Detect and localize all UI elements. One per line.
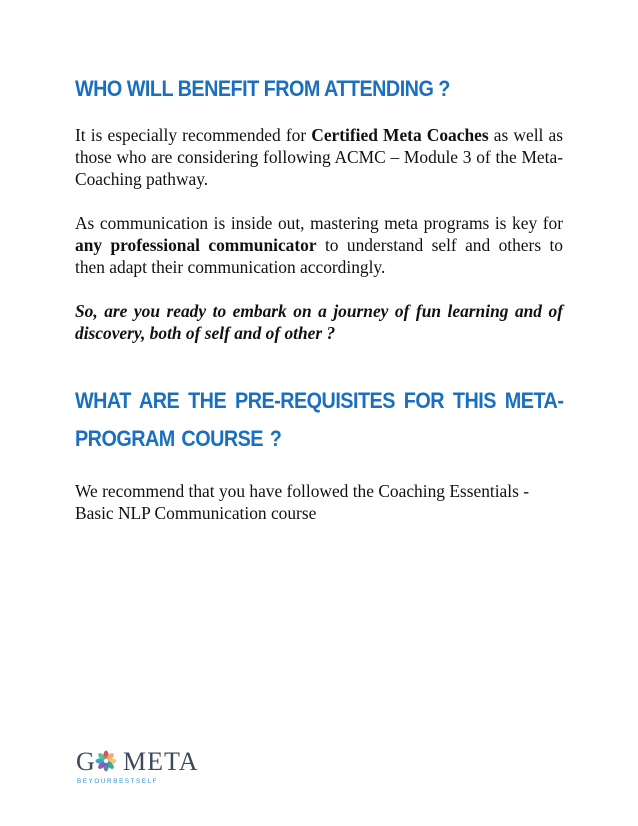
bold-text-run: any professional communicator <box>75 235 317 255</box>
logo-tagline: B E Y O U R B E S T S E L F <box>77 778 157 785</box>
text-run: as well as those who are considering following ACMC – Module 3 of the Meta-Coaching pathway. <box>75 125 563 189</box>
paragraph-communication <box>75 212 563 278</box>
flower-center <box>104 759 108 763</box>
flower-icon <box>96 751 117 772</box>
text-run: As communication is inside out, mastering meta programs is key for <box>75 213 563 233</box>
logo-word-meta: META <box>123 747 199 776</box>
paragraph-recommended-for <box>75 124 563 190</box>
gometa-logo <box>76 746 216 786</box>
text-run: It is especially recommended for <box>75 125 312 145</box>
text-run: to understand self and others to then adapt their communication accordingly. <box>75 235 563 277</box>
paragraph-prerequisites: We recommend that you have followed the Coaching Essentials - Basic NLP Communication course <box>75 481 530 523</box>
document-content <box>75 74 563 524</box>
logo-letter-g: G <box>76 747 95 776</box>
section-heading-prerequisites: WHAT ARE THE PRE-REQUISITES FOR THIS META-PROGRAM COURSE ? <box>75 388 564 451</box>
paragraph-call-to-action: So, are you ready to embark on a journey of fun learning and of discovery, both of self and of other ? <box>75 301 563 343</box>
section-heading-who-will-benefit: WHO WILL BENEFIT FROM ATTENDING ? <box>75 76 450 101</box>
bold-text-run: Certified Meta Coaches <box>311 125 489 145</box>
